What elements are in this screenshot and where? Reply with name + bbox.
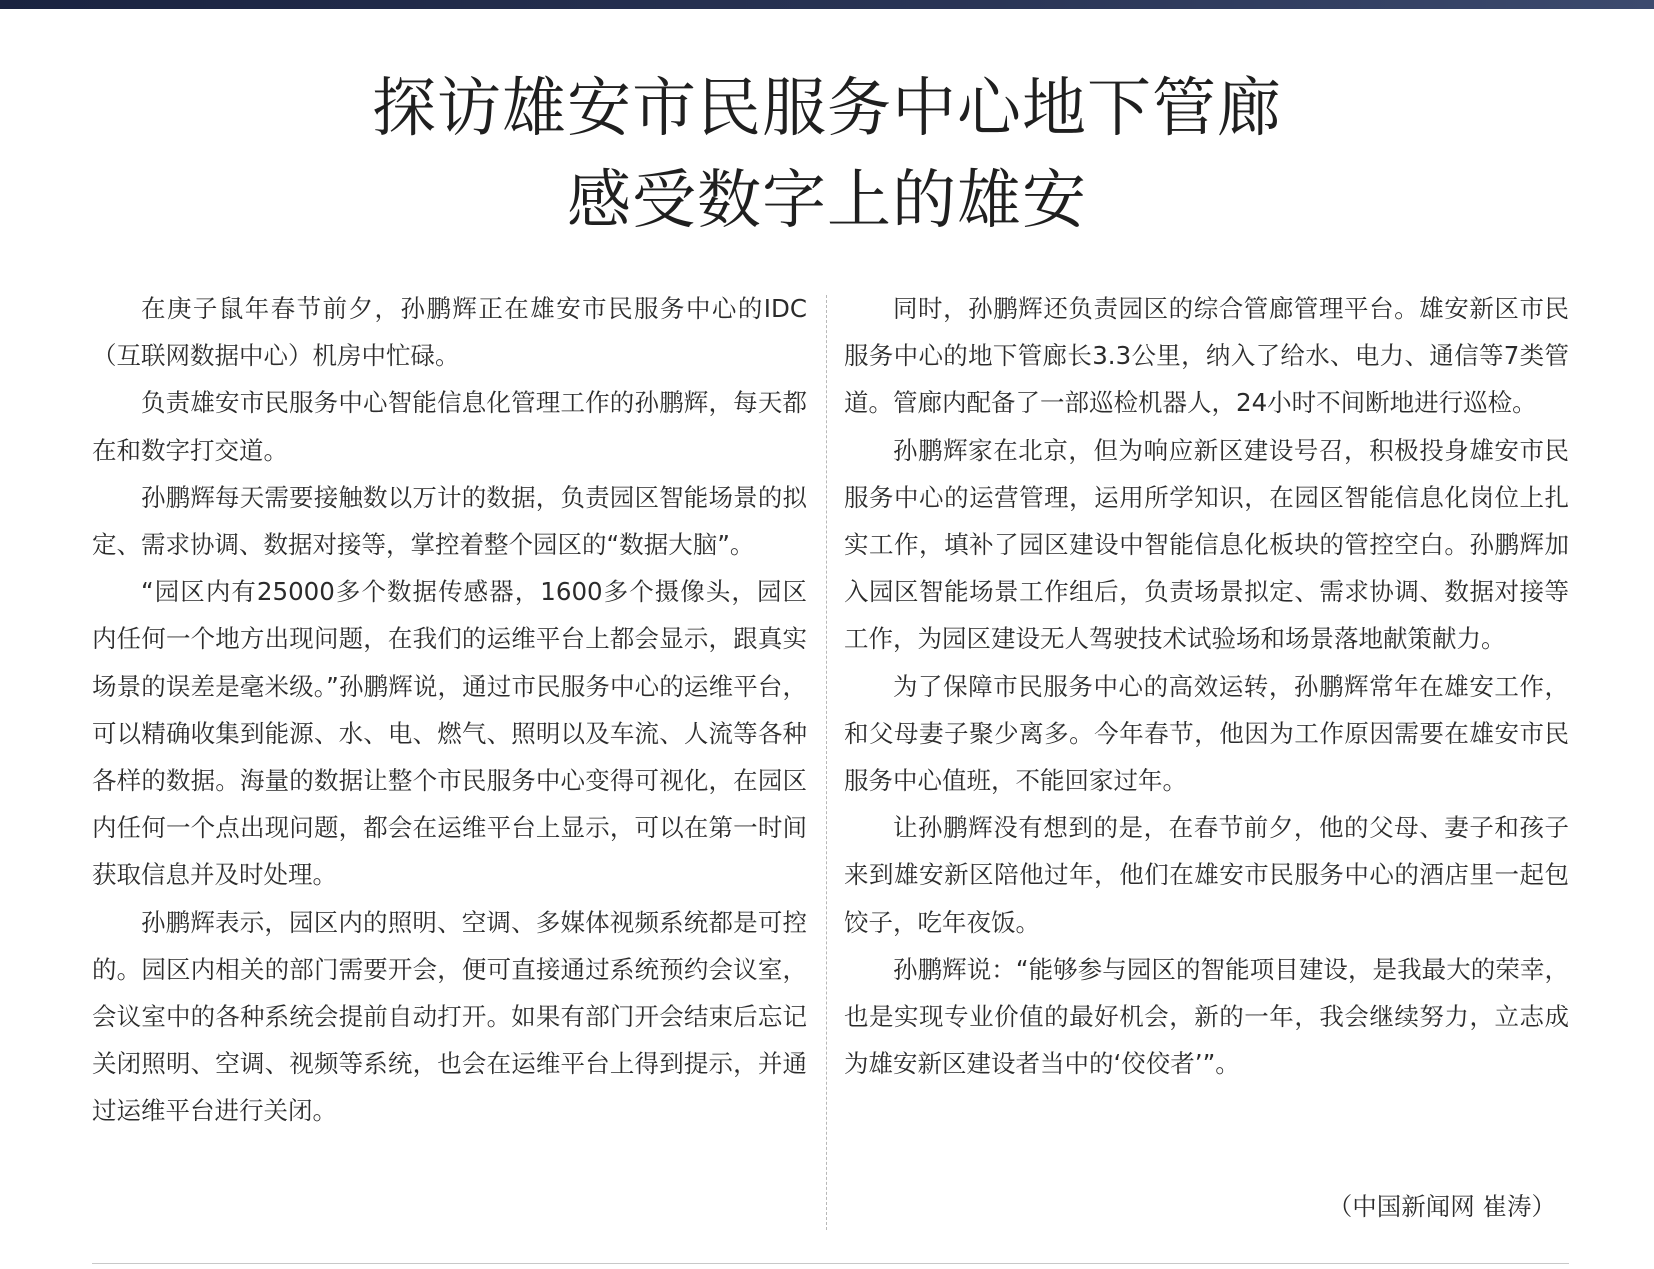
left-text-column [92,285,807,1135]
bottom-rule [92,1263,1569,1264]
column-divider [826,295,827,1230]
right-text-column [844,285,1569,1087]
paragraph: 孙鹏辉每天需要接触数以万计的数据，负责园区智能场景的拟定、需求协调、数据对接等，掌控着整个园区的“数据大脑”。 [92,482,807,560]
headline-line-1: 探访雄安市民服务中心地下管廊 [372,72,1282,146]
paragraph: 孙鹏辉家在北京，但为响应新区建设号召，积极投身雄安市民服务中心的运营管理，运用所学知识，在园区智能信息化岗位上扎实工作，填补了园区建设中智能信息化板块的管控空白。孙鹏辉加入园区智能场景工作组后，负责场景拟定、需求协调、数据对接等工作，为园区建设无人驾驶技术试验场和场景落地献策献力。 [844,435,1569,654]
headline-line-2: 感受数字上的雄安 [567,164,1087,238]
paragraph: 为了保障市民服务中心的高效运转，孙鹏辉常年在雄安工作，和父母妻子聚少离多。今年春节，他因为工作原因需要在雄安市民服务中心值班，不能回家过年。 [844,671,1569,796]
paragraph: 在庚子鼠年春节前夕，孙鹏辉正在雄安市民服务中心的IDC（互联网数据中心）机房中忙碌。 [92,294,807,371]
paragraph: 负责雄安市民服务中心智能信息化管理工作的孙鹏辉，每天都在和数字打交道。 [92,388,807,465]
paragraph: “园区内有25000多个数据传感器，1600多个摄像头，园区内任何一个地方出现问题，在我们的运维平台上都会显示，跟真实场景的误差是毫米级。”孙鹏辉说，通过市民服务中心的运维平台，可以精确收集到能源、水、电、燃气、照明以及车流、人流等各种各样的数据。海量的数据让整个市民服务中心变得可视化，在园区内任何一个点出现问题，都会在运维平台上显示，可以在第一时间获取信息并及时处理。 [92,577,807,890]
paragraph: 同时，孙鹏辉还负责园区的综合管廊管理平台。雄安新区市民服务中心的地下管廊长3.3公里，纳入了给水、电力、通信等7类管道。管廊内配备了一部巡检机器人，24小时不间断地进行巡检。 [844,294,1569,418]
byline: （中国新闻网 崔涛） [1327,1192,1556,1221]
paragraph: 让孙鹏辉没有想到的是，在春节前夕，他的父母、妻子和孩子来到雄安新区陪他过年，他们在雄安市民服务中心的酒店里一起包饺子，吃年夜饭。 [844,813,1569,937]
paragraph: 孙鹏辉表示，园区内的照明、空调、多媒体视频系统都是可控的。园区内相关的部门需要开会，便可直接通过系统预约会议室，会议室中的各种系统会提前自动打开。如果有部门开会结束后忘记关闭照明、空调、视频等系统，也会在运维平台上得到提示，并通过运维平台进行关闭。 [92,907,807,1126]
paragraph: 孙鹏辉说：“能够参与园区的智能项目建设，是我最大的荣幸，也是实现专业价值的最好机会，新的一年，我会继续努力，立志成为雄安新区建设者当中的‘佼佼者’”。 [844,954,1569,1079]
top-color-band [0,0,1654,9]
